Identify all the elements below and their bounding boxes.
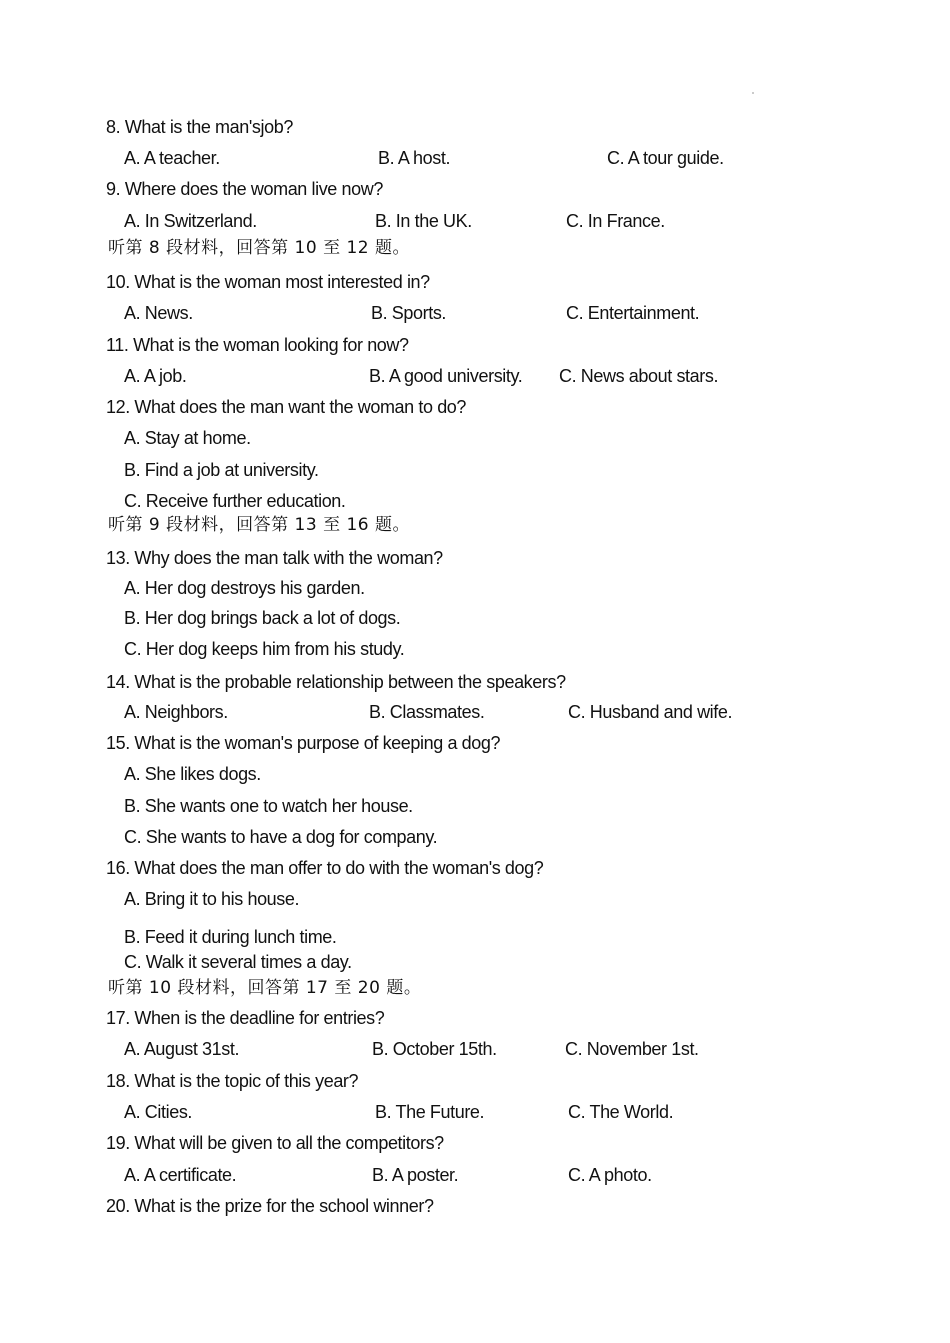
question-19: 19. What will be given to all the competitors? (106, 1133, 444, 1153)
option-17c: C. November 1st. (565, 1039, 699, 1059)
question-13: 13. Why does the man talk with the woman? (106, 548, 443, 568)
option-12b: B. Find a job at university. (124, 460, 319, 480)
option-10b: B. Sports. (371, 303, 447, 323)
option-12a: A. Stay at home. (124, 428, 251, 448)
option-10a: A. News. (124, 303, 193, 323)
scan-speck (752, 92, 754, 94)
option-15b: B. She wants one to watch her house. (124, 796, 413, 816)
option-11c: C. News about stars. (559, 366, 719, 386)
option-10c: C. Entertainment. (566, 303, 700, 323)
question-15: 15. What is the woman's purpose of keeping a dog? (106, 733, 501, 753)
option-15c: C. She wants to have a dog for company. (124, 827, 438, 847)
question-8: 8. What is the man'sjob? (106, 117, 293, 137)
question-10: 10. What is the woman most interested in? (106, 272, 430, 292)
section-heading-8: 听第 8 段材料，回答第 10 至 12 题。 (108, 238, 411, 258)
option-13a: A. Her dog destroys his garden. (124, 578, 365, 598)
option-16b: B. Feed it during lunch time. (124, 927, 337, 947)
option-16a: A. Bring it to his house. (124, 889, 300, 909)
option-11a: A. A job. (124, 366, 187, 386)
option-9b: B. In the UK. (375, 211, 472, 231)
question-20: 20. What is the prize for the school winner? (106, 1196, 434, 1216)
option-8c: C. A tour guide. (607, 148, 724, 168)
question-14: 14. What is the probable relationship between the speakers? (106, 672, 566, 692)
option-18a: A. Cities. (124, 1102, 193, 1122)
option-17b: B. October 15th. (372, 1039, 497, 1059)
section-heading-9: 听第 9 段材料，回答第 13 至 16 题。 (108, 515, 411, 535)
option-18c: C. The World. (568, 1102, 674, 1122)
question-16: 16. What does the man offer to do with the woman's dog? (106, 858, 544, 878)
option-15a: A. She likes dogs. (124, 764, 261, 784)
option-14a: A. Neighbors. (124, 702, 228, 722)
question-11: 11. What is the woman looking for now? (106, 335, 409, 355)
option-14c: C. Husband and wife. (568, 702, 733, 722)
option-9c: C. In France. (566, 211, 665, 231)
option-8a: A. A teacher. (124, 148, 220, 168)
option-14b: B. Classmates. (369, 702, 485, 722)
option-9a: A. In Switzerland. (124, 211, 257, 231)
option-19a: A. A certificate. (124, 1165, 237, 1185)
section-heading-10: 听第 10 段材料，回答第 17 至 20 题。 (108, 978, 422, 998)
question-17: 17. When is the deadline for entries? (106, 1008, 385, 1028)
option-18b: B. The Future. (375, 1102, 485, 1122)
question-12: 12. What does the man want the woman to do? (106, 397, 467, 417)
question-18: 18. What is the topic of this year? (106, 1071, 359, 1091)
option-13b: B. Her dog brings back a lot of dogs. (124, 608, 401, 628)
option-8b: B. A host. (378, 148, 451, 168)
option-17a: A. August 31st. (124, 1039, 240, 1059)
question-9: 9. Where does the woman live now? (106, 179, 383, 199)
option-16c: C. Walk it several times a day. (124, 952, 352, 972)
option-13c: C. Her dog keeps him from his study. (124, 639, 405, 659)
option-11b: B. A good university. (369, 366, 523, 386)
option-19c: C. A photo. (568, 1165, 652, 1185)
option-12c: C. Receive further education. (124, 491, 346, 511)
option-19b: B. A poster. (372, 1165, 459, 1185)
